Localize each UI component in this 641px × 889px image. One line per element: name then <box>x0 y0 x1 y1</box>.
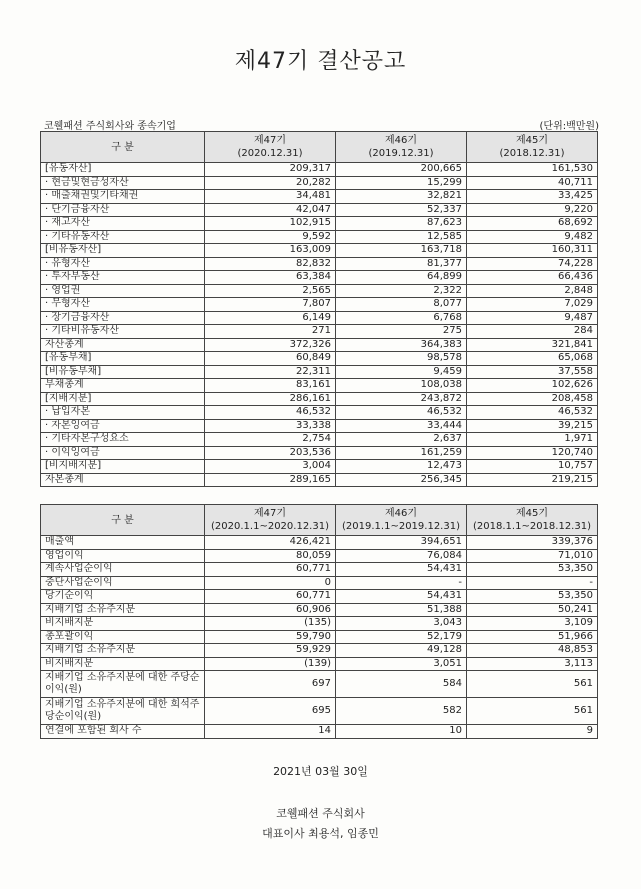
row-value: 120,740 <box>467 446 598 460</box>
row-value: 33,425 <box>467 190 598 204</box>
row-value: 10 <box>336 725 467 739</box>
row-value: 102,915 <box>205 217 336 231</box>
row-value: (139) <box>205 657 336 671</box>
row-label: · 장기금융자산 <box>41 311 205 325</box>
row-value: 561 <box>467 698 598 725</box>
table-row <box>41 473 598 487</box>
row-value: 286,161 <box>205 392 336 406</box>
row-value: 339,376 <box>467 536 598 550</box>
row-value: 37,558 <box>467 365 598 379</box>
row-value: 48,853 <box>467 644 598 658</box>
row-value: 163,009 <box>205 244 336 258</box>
row-value: 208,458 <box>467 392 598 406</box>
row-value: 60,771 <box>205 563 336 577</box>
row-value: 65,068 <box>467 352 598 366</box>
balance-sheet-table <box>40 131 598 487</box>
table-row <box>41 460 598 474</box>
row-label: · 자본잉여금 <box>41 419 205 433</box>
table-row <box>41 257 598 271</box>
row-value: 209,317 <box>205 163 336 177</box>
row-value: 102,626 <box>467 379 598 393</box>
row-label: · 기타유동자산 <box>41 230 205 244</box>
row-value: 49,128 <box>336 644 467 658</box>
row-value: 33,338 <box>205 419 336 433</box>
row-label: · 기타비유동자산 <box>41 325 205 339</box>
row-label: 비지배지분 <box>41 617 205 631</box>
table-row <box>41 406 598 420</box>
row-value: 12,473 <box>336 460 467 474</box>
row-value: 20,282 <box>205 176 336 190</box>
row-value: 76,084 <box>336 549 467 563</box>
table-row <box>41 671 598 698</box>
page-title: 제47기 결산공고 <box>234 49 407 74</box>
table-header-row <box>41 132 598 163</box>
table-row <box>41 563 598 577</box>
row-label: 매출액 <box>41 536 205 550</box>
table-row <box>41 338 598 352</box>
row-value: 9,220 <box>467 203 598 217</box>
row-value: 284 <box>467 325 598 339</box>
table-row <box>41 433 598 447</box>
row-label: 당기순이익 <box>41 590 205 604</box>
row-value: 9,459 <box>336 365 467 379</box>
table-row <box>41 549 598 563</box>
row-value: 275 <box>336 325 467 339</box>
table-row <box>41 217 598 231</box>
table-row <box>41 590 598 604</box>
header-period: 제45기 (2018.12.31) <box>467 132 598 163</box>
row-value: 9 <box>467 725 598 739</box>
row-value: 53,350 <box>467 563 598 577</box>
row-value: 2,565 <box>205 284 336 298</box>
row-value: 87,623 <box>336 217 467 231</box>
row-value: 7,807 <box>205 298 336 312</box>
row-value: 364,383 <box>336 338 467 352</box>
row-value: 50,241 <box>467 603 598 617</box>
table-row <box>41 603 598 617</box>
table-row <box>41 311 598 325</box>
row-value: 3,109 <box>467 617 598 631</box>
row-value: 7,029 <box>467 298 598 312</box>
table-row <box>41 190 598 204</box>
table-row <box>41 644 598 658</box>
row-value: 1,971 <box>467 433 598 447</box>
row-value: 51,966 <box>467 630 598 644</box>
row-value: 12,585 <box>336 230 467 244</box>
row-label: · 무형자산 <box>41 298 205 312</box>
row-label: 지배기업 소유주지분에 대한 주당순이익(원) <box>41 671 205 698</box>
row-label: 부채총계 <box>41 379 205 393</box>
row-value: 219,215 <box>467 473 598 487</box>
row-value: 161,259 <box>336 446 467 460</box>
row-value: 582 <box>336 698 467 725</box>
row-value: 561 <box>467 671 598 698</box>
row-label: 자본총계 <box>41 473 205 487</box>
row-value: 203,536 <box>205 446 336 460</box>
row-value: 66,436 <box>467 271 598 285</box>
row-value: 98,578 <box>336 352 467 366</box>
header-label: 구 분 <box>41 505 205 536</box>
table-row <box>41 352 598 366</box>
row-label: 지배기업 소유주지분 <box>41 644 205 658</box>
table-row <box>41 163 598 177</box>
row-value: 6,149 <box>205 311 336 325</box>
row-value: 9,482 <box>467 230 598 244</box>
table-row <box>41 617 598 631</box>
row-label: [비지배지분] <box>41 460 205 474</box>
row-value: 10,757 <box>467 460 598 474</box>
header-period: 제46기 (2019.12.31) <box>336 132 467 163</box>
row-value: 64,899 <box>336 271 467 285</box>
table-row <box>41 298 598 312</box>
row-value: 695 <box>205 698 336 725</box>
table-row <box>41 284 598 298</box>
row-value: 32,821 <box>336 190 467 204</box>
row-value: 163,718 <box>336 244 467 258</box>
row-label: [비유동부채] <box>41 365 205 379</box>
table-row <box>41 365 598 379</box>
header-period: 제45기 (2018.1.1~2018.12.31) <box>467 505 598 536</box>
row-label: · 현금및현금성자산 <box>41 176 205 190</box>
row-value: 53,350 <box>467 590 598 604</box>
row-value: 9,592 <box>205 230 336 244</box>
row-value: 256,345 <box>336 473 467 487</box>
row-value: 584 <box>336 671 467 698</box>
row-value: 2,637 <box>336 433 467 447</box>
row-label: 중단사업순이익 <box>41 576 205 590</box>
table-row <box>41 725 598 739</box>
row-label: 지배기업 소유주지분 <box>41 603 205 617</box>
row-value: 22,311 <box>205 365 336 379</box>
unit-label: (단위:백만원) <box>539 121 599 132</box>
row-label: · 영업권 <box>41 284 205 298</box>
table-row <box>41 536 598 550</box>
row-label: 비지배지분 <box>41 657 205 671</box>
row-value: 3,043 <box>336 617 467 631</box>
row-value: 321,841 <box>467 338 598 352</box>
row-label: 연결에 포함된 회사 수 <box>41 725 205 739</box>
income-statement-table <box>40 504 598 739</box>
signature-company: 코웰패션 주식회사 <box>276 807 365 820</box>
row-value: 6,768 <box>336 311 467 325</box>
table-row <box>41 271 598 285</box>
row-label: · 투자부동산 <box>41 271 205 285</box>
row-value: 46,532 <box>336 406 467 420</box>
row-value: 71,010 <box>467 549 598 563</box>
table-row <box>41 230 598 244</box>
table-row <box>41 657 598 671</box>
table-row <box>41 379 598 393</box>
row-value: 74,228 <box>467 257 598 271</box>
table-row <box>41 698 598 725</box>
row-value: 63,384 <box>205 271 336 285</box>
row-value: 161,530 <box>467 163 598 177</box>
row-label: [비유동자산] <box>41 244 205 258</box>
table-row <box>41 244 598 258</box>
table-row <box>41 203 598 217</box>
row-value: 42,047 <box>205 203 336 217</box>
row-value: 2,848 <box>467 284 598 298</box>
row-value: 80,059 <box>205 549 336 563</box>
row-label: · 매출채권및기타채권 <box>41 190 205 204</box>
row-value: 82,832 <box>205 257 336 271</box>
table-row <box>41 446 598 460</box>
row-value: 60,849 <box>205 352 336 366</box>
row-value: 8,077 <box>336 298 467 312</box>
row-value: - <box>336 576 467 590</box>
row-value: 3,113 <box>467 657 598 671</box>
row-label: · 납입자본 <box>41 406 205 420</box>
row-value: 2,754 <box>205 433 336 447</box>
row-value: 59,929 <box>205 644 336 658</box>
row-label: · 재고자산 <box>41 217 205 231</box>
row-value: 54,431 <box>336 563 467 577</box>
row-value: 243,872 <box>336 392 467 406</box>
row-value: 160,311 <box>467 244 598 258</box>
header-period: 제46기 (2019.1.1~2019.12.31) <box>336 505 467 536</box>
table-row <box>41 630 598 644</box>
header-period: 제47기 (2020.1.1~2020.12.31) <box>205 505 336 536</box>
row-label: 계속사업순이익 <box>41 563 205 577</box>
row-value: 289,165 <box>205 473 336 487</box>
row-label: · 단기금융자산 <box>41 203 205 217</box>
row-value: 83,161 <box>205 379 336 393</box>
company-line: 코웰패션 주식회사와 종속기업 <box>44 121 176 132</box>
row-value: 34,481 <box>205 190 336 204</box>
row-value: 60,906 <box>205 603 336 617</box>
row-value: 108,038 <box>336 379 467 393</box>
row-value: 59,790 <box>205 630 336 644</box>
signature-ceo: 대표이사 최용석, 임종민 <box>262 827 379 840</box>
row-value: 54,431 <box>336 590 467 604</box>
row-value: 372,326 <box>205 338 336 352</box>
table-row <box>41 176 598 190</box>
row-label: 자산총계 <box>41 338 205 352</box>
row-value: 15,299 <box>336 176 467 190</box>
row-value: 52,179 <box>336 630 467 644</box>
row-label: 영업이익 <box>41 549 205 563</box>
row-value: 40,711 <box>467 176 598 190</box>
row-label: [유동부채] <box>41 352 205 366</box>
row-value: 81,377 <box>336 257 467 271</box>
row-value: 3,004 <box>205 460 336 474</box>
table-row <box>41 392 598 406</box>
row-value: (135) <box>205 617 336 631</box>
row-label: · 유형자산 <box>41 257 205 271</box>
row-value: 3,051 <box>336 657 467 671</box>
table-row <box>41 419 598 433</box>
row-value: 33,444 <box>336 419 467 433</box>
row-label: 지배기업 소유주지분에 대한 희석주당순이익(원) <box>41 698 205 725</box>
announcement-date: 2021년 03월 30일 <box>273 765 368 778</box>
row-value: 200,665 <box>336 163 467 177</box>
row-value: - <box>467 576 598 590</box>
row-value: 51,388 <box>336 603 467 617</box>
row-label: · 이익잉여금 <box>41 446 205 460</box>
row-label: 총포괄이익 <box>41 630 205 644</box>
row-value: 68,692 <box>467 217 598 231</box>
table-row <box>41 576 598 590</box>
table-row <box>41 325 598 339</box>
row-label: [유동자산] <box>41 163 205 177</box>
row-value: 0 <box>205 576 336 590</box>
row-value: 394,651 <box>336 536 467 550</box>
row-value: 9,487 <box>467 311 598 325</box>
row-value: 14 <box>205 725 336 739</box>
row-value: 39,215 <box>467 419 598 433</box>
row-value: 52,337 <box>336 203 467 217</box>
row-label: · 기타자본구성요소 <box>41 433 205 447</box>
header-period: 제47기 (2020.12.31) <box>205 132 336 163</box>
row-value: 697 <box>205 671 336 698</box>
row-label: [지배지분] <box>41 392 205 406</box>
row-value: 46,532 <box>467 406 598 420</box>
row-value: 2,322 <box>336 284 467 298</box>
table-header-row <box>41 505 598 536</box>
row-value: 46,532 <box>205 406 336 420</box>
row-value: 426,421 <box>205 536 336 550</box>
header-label: 구 분 <box>41 132 205 163</box>
row-value: 271 <box>205 325 336 339</box>
row-value: 60,771 <box>205 590 336 604</box>
